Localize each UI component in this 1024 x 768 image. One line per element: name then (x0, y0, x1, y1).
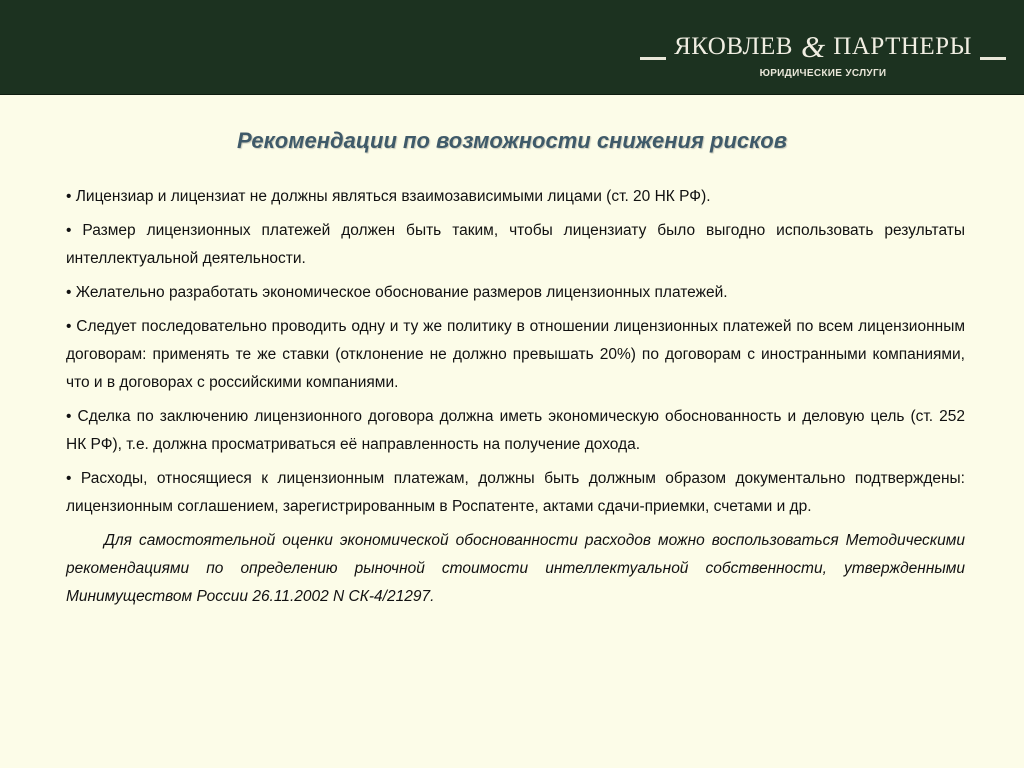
bullet-marker: • (66, 222, 72, 239)
bullet-item (66, 217, 965, 273)
bullet-text: Размер лицензионных платежей должен быть таким, чтобы лицензиату было выгодно использовать результаты интеллектуальной деятельности. (66, 222, 965, 267)
logo-dash-left (640, 57, 666, 60)
bullet-item (66, 279, 965, 307)
bullet-marker: • (66, 470, 72, 487)
bullet-text: Лицензиар и лицензиат не должны являться взаимозависимыми лицами (ст. 20 НК РФ). (75, 188, 711, 205)
company-logo (640, 28, 1006, 84)
bullet-item (66, 183, 965, 211)
bullet-marker: • (66, 318, 72, 335)
page-title: Рекомендации по возможности снижения рисков (236, 128, 788, 153)
logo-word-right: ПАРТНЕРЫ (833, 33, 972, 60)
logo-subtitle: ЮРИДИЧЕСКИЕ УСЛУГИ (759, 68, 887, 79)
methodology-note: Для самостоятельной оценки экономической обоснованности расходов можно воспользоваться Методическими рекомендациями по определению рыночной стоимости интеллектуальной собственности, утвержденными Минимуществом России 26.11.2002 N СК-4/21297. (66, 532, 965, 605)
bullet-text: Следует последовательно проводить одну и ту же политику в отношении лицензионных платежей по всем лицензионным договорам: применять те же ставки (отклонение не должно превышать 20%) по договорам с иностранными компаниями, что и в договорах с российскими компаниями. (66, 318, 965, 391)
bullet-item (66, 403, 965, 459)
bullet-marker: • (66, 284, 72, 301)
logo-word-left: ЯКОВЛЕВ (674, 33, 793, 60)
bullet-item (66, 465, 965, 521)
header-bar (0, 0, 1024, 95)
bullet-marker: • (66, 408, 72, 425)
content-body (66, 183, 965, 611)
logo-ampersand: & (801, 29, 826, 64)
logo-dash-right (980, 57, 1006, 60)
bullet-text: Расходы, относящиеся к лицензионным платежам, должны быть должным образом документально подтверждены: лицензионным соглашением, зарегистрированным в Роспатенте, актами сдачи-приемки, счетами и др. (66, 470, 965, 515)
bullet-marker: • (66, 188, 72, 205)
bullet-text: Сделка по заключению лицензионного договора должна иметь экономическую обоснованность и деловую цель (ст. 252 НК РФ), т.е. должна просматриваться её направленность на получение дохода. (66, 408, 965, 453)
bullet-item (66, 313, 965, 397)
bullet-text: Желательно разработать экономическое обоснование размеров лицензионных платежей. (75, 284, 728, 301)
logo-wordmark (640, 28, 1006, 62)
